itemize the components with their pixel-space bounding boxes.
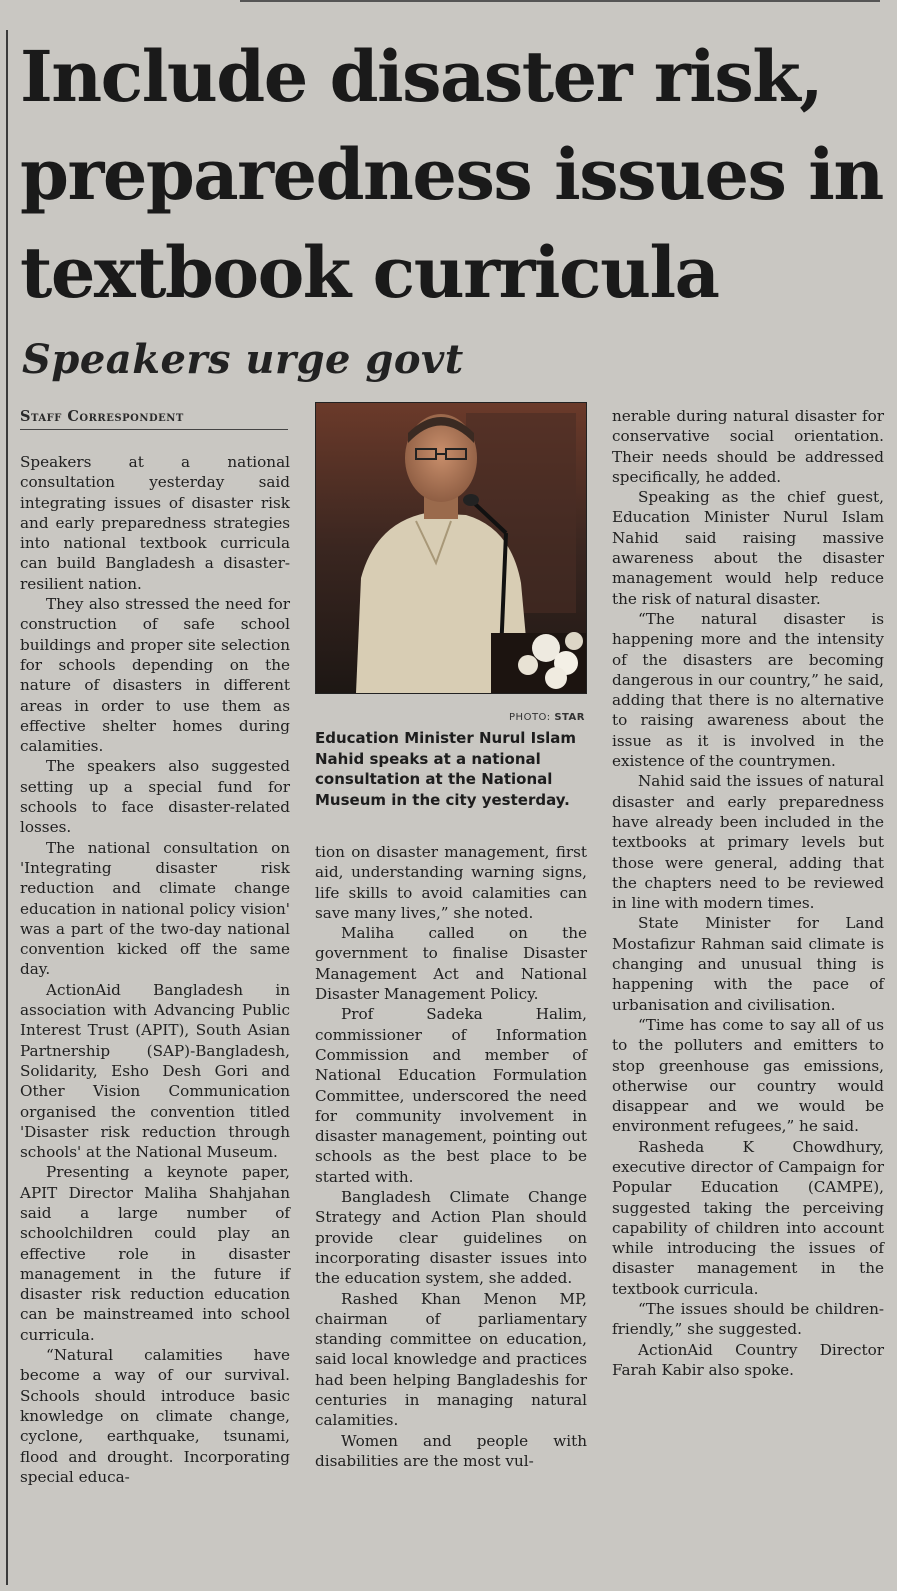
news-photo <box>315 402 587 694</box>
deck-subheadline: Speakers urge govt <box>22 336 464 383</box>
paragraph: Prof Sadeka Halim, commissioner of Information Commission and member of National Education Formulation Committee, underscored the need for community involvement in disaster management, pointing out schools as the best place to be started with. <box>315 1005 587 1186</box>
article-column-2 <box>315 842 587 1471</box>
paragraph: Women and people with disabilities are the most vul- <box>315 1431 587 1470</box>
article-column-1 <box>20 452 290 1487</box>
paragraph: nerable during natural disaster for conservative social orientation. Their needs should be addressed specifically, he added. <box>612 407 884 486</box>
paragraph: The speakers also suggested setting up a special fund for schools to face disaster-related losses. <box>20 757 290 837</box>
paragraph: “Natural calamities have become a way of our survival. Schools should introduce basic knowledge on climate change, cyclone, earthquake, tsunami, flood and drought. Incorporating special educa- <box>20 1346 290 1486</box>
paragraph: The national consultation on 'Integrating disaster risk reduction and climate change education in national policy vision' was a part of the two-day national convention kicked off the same day. <box>20 838 290 979</box>
paragraph: Rasheda K Chowdhury, executive director of Campaign for Popular Education (CAMPE), suggested taking the perceiving capability of children into account while introducing the issues of disaster management in the textbook curricula. <box>612 1137 884 1298</box>
top-rule <box>240 0 880 2</box>
article-column-3 <box>612 406 884 1380</box>
paragraph: State Minister for Land Mostafizur Rahman said climate is changing and unusual thing is happening with the pace of urbanisation and civilisation. <box>612 914 884 1014</box>
paragraph: “Time has come to say all of us to the polluters and emitters to stop greenhouse gas emissions, otherwise our country would disappear and we would be environment refugees,” he said. <box>612 1015 884 1136</box>
paragraph: ActionAid Country Director Farah Kabir also spoke. <box>612 1340 884 1379</box>
photo-caption: Education Minister Nurul Islam Nahid speaks at a national consultation at the National Museum in the city yesterday. <box>315 729 577 809</box>
speaker-photo-illustration <box>316 403 586 693</box>
paragraph: “The natural disaster is happening more and the intensity of the disasters are becoming dangerous in our country,” he said, adding that there is no alternative to raising awareness about the issue as it is involved in the existence of the countrymen. <box>612 609 884 771</box>
paragraph: Speaking as the chief guest, Education Minister Nurul Islam Nahid said raising massive awareness about the disaster management would help reduce the risk of natural disaster. <box>612 488 884 608</box>
headline: Include disaster risk, preparedness issues in textbook curricula <box>20 35 883 314</box>
paragraph: They also stressed the need for construction of safe school buildings and proper site selection for schools depending on the nature of disasters in different areas in order to use them as effective shelter homes during calamities. <box>20 595 290 756</box>
paragraph: ActionAid Bangladesh in association with Advancing Public Interest Trust (APIT), South Asian Partnership (SAP)-Bangladesh, Solidarity, Esho Desh Gori and Other Vision Communication organised the convention titled 'Disaster risk reduction through schools' at the National Museum. <box>20 980 290 1162</box>
paragraph: Presenting a keynote paper, APIT Director Maliha Shahjahan said a large number of schoolchildren could play an effective role in disaster management in the future if disaster risk reduction education can be mainstreamed into school curricula. <box>20 1163 290 1344</box>
paragraph: tion on disaster management, first aid, understanding warning signs, life skills to avoid calamities can save many lives,” she noted. <box>315 843 587 922</box>
photo-credit-source: STAR <box>554 712 585 723</box>
photo-credit-label: PHOTO: <box>509 712 551 723</box>
paragraph: Speakers at a national consultation yesterday said integrating issues of disaster risk and early preparedness strategies into national textbook curricula can build Bangladesh a disaster-resilient nation. <box>20 453 290 593</box>
paragraph: Nahid said the issues of natural disaster and early preparedness have already been included in the textbooks at primary levels but those were general, adding that the chapters need to be reviewed in line with modern times. <box>612 772 884 913</box>
byline: Staff Correspondent <box>20 408 288 430</box>
paragraph: Rashed Khan Menon MP, chairman of parliamentary standing committee on education, said local knowledge and practices had been helping Bangladeshis for centuries in managing natural calamities. <box>315 1289 587 1430</box>
paragraph: Bangladesh Climate Change Strategy and Action Plan should provide clear guidelines on incorporating disaster issues into the education system, she added. <box>315 1188 587 1288</box>
paragraph: “The issues should be children-friendly,” she suggested. <box>612 1300 884 1339</box>
photo-credit <box>315 712 585 723</box>
paragraph: Maliha called on the government to finalise Disaster Management Act and National Disaster Management Policy. <box>315 924 587 1004</box>
column-rule <box>6 30 8 1585</box>
